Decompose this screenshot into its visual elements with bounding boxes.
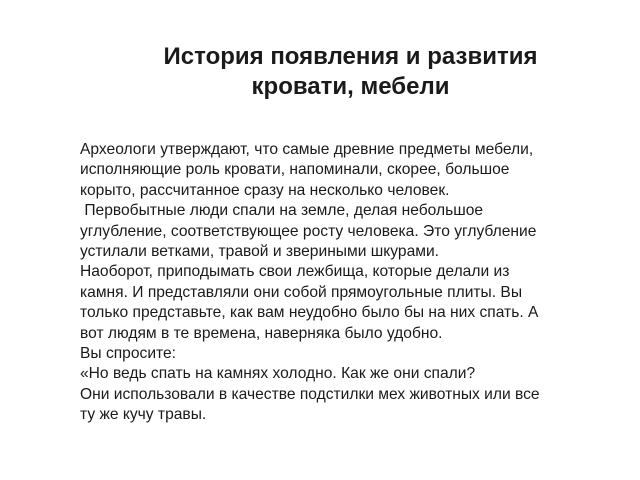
body-line: ту же кучу травы. [80,406,207,424]
body-line: «Но ведь спать на камнях холодно. Как же они спали? [80,365,476,383]
slide-body-text [80,140,620,425]
body-line: Они использовали в качестве подстилки мех животных или все [80,385,540,403]
body-line: корыто, рассчитанное сразу на несколько человек. [80,181,450,199]
body-line: Вы спросите: [80,344,177,362]
body-line: исполняющие роль кровати, напоминали, скорее, большое [80,161,510,179]
body-line: устилали ветками, травой и звериными шкурами. [80,242,440,260]
body-line: углубление, соответствующее росту человека. Это углубление [80,222,537,240]
body-line: Наоборот, приподымать свои лежбища, которые делали из [80,263,510,281]
body-line: вот людям в те времена, наверняка было удобно. [80,324,443,342]
body-line: Первобытные люди спали на земле, делая небольшое [80,202,484,220]
body-line: камня. И представляли они собой прямоугольные плиты. Вы [80,283,523,301]
slide-title [118,42,583,102]
slide-title-line-2: кровати, мебели [251,73,450,100]
slide-title-line-1: История появления и развития [163,43,538,70]
body-line: только представьте, как вам неудобно было бы на них спать. А [80,304,539,322]
body-line: Археологи утверждают, что самые древние предметы мебели, [80,141,534,158]
